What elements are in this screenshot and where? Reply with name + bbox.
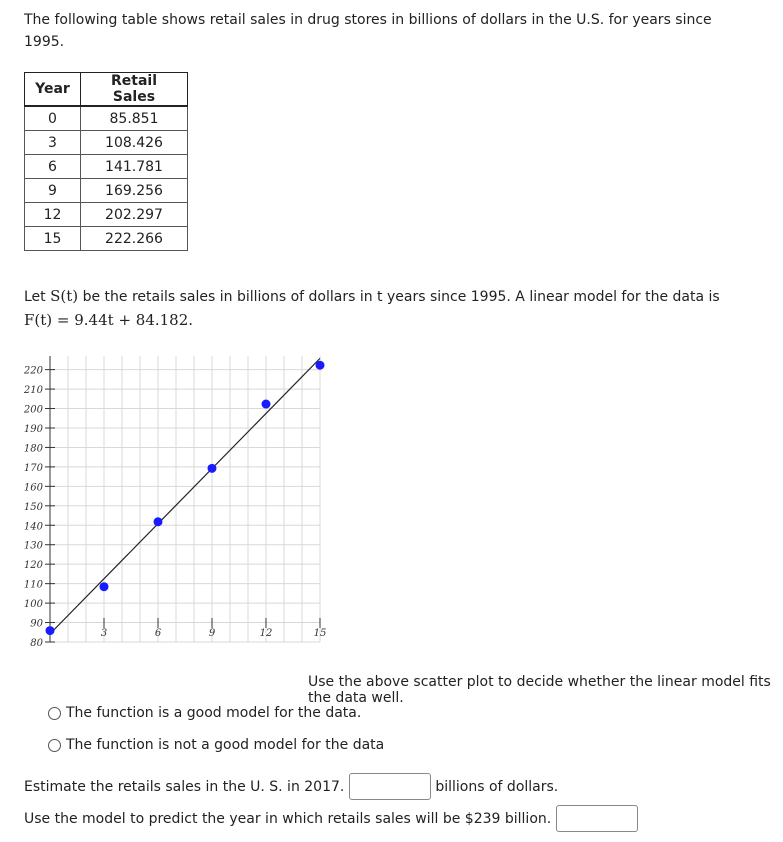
radio-good-model[interactable] <box>48 707 61 720</box>
cell-year: 0 <box>25 106 81 131</box>
x-tick-label: 12 <box>259 628 273 639</box>
cell-year: 9 <box>25 179 81 203</box>
table-row <box>25 131 188 155</box>
y-tick-label: 120 <box>23 560 43 572</box>
y-tick-label: 80 <box>30 638 43 649</box>
y-tick-label: 210 <box>23 385 43 397</box>
y-tick-label: 90 <box>30 618 43 630</box>
cell-sales: 169.256 <box>81 179 188 203</box>
table-row <box>25 155 188 179</box>
y-tick-label: 200 <box>23 404 43 416</box>
x-tick-label: 3 <box>100 628 108 639</box>
cell-sales: 222.266 <box>81 227 188 251</box>
table-header-row <box>25 73 188 107</box>
model-text-a: Let <box>24 289 51 305</box>
x-tick-label: 6 <box>154 628 162 639</box>
y-tick-label: 110 <box>23 579 43 591</box>
y-tick-label: 150 <box>23 501 43 513</box>
radio-not-good-model[interactable] <box>48 739 61 752</box>
y-tick-label: 180 <box>23 443 43 455</box>
data-point <box>316 361 325 370</box>
predict-label: Use the model to predict the year in which retails sales will be $239 billion. <box>24 810 552 827</box>
scatter-plot <box>18 348 338 658</box>
model-line <box>50 358 320 633</box>
cell-year: 15 <box>25 227 81 251</box>
option-good-model-label: The function is a good model for the data. <box>66 705 362 721</box>
data-point <box>46 626 55 635</box>
y-tick-label: 190 <box>23 423 43 435</box>
model-text-b: be the retails sales in billions of dollars in t years since 1995. A linear model for the data is <box>78 289 720 305</box>
option-not-good-model-label: The function is not a good model for the data <box>66 737 385 753</box>
cell-sales: 108.426 <box>81 131 188 155</box>
cell-year: 12 <box>25 203 81 227</box>
cell-sales: 85.851 <box>81 106 188 131</box>
y-tick-label: 140 <box>23 521 43 533</box>
model-statement <box>24 285 764 333</box>
model-equation: F(t) = 9.44t + 84.182. <box>24 311 194 329</box>
cell-sales: 202.297 <box>81 203 188 227</box>
predict-row <box>24 805 642 832</box>
option-not-good-model[interactable] <box>48 737 384 753</box>
header-retail-sales: Retail Sales <box>81 73 188 107</box>
table-row <box>25 203 188 227</box>
cell-year: 6 <box>25 155 81 179</box>
sales-table <box>24 72 188 251</box>
data-point <box>100 582 109 591</box>
y-tick-label: 130 <box>23 540 43 552</box>
estimate-row <box>24 773 558 800</box>
x-tick-label: 15 <box>313 628 327 639</box>
s-of-t-math: S(t) <box>50 287 79 305</box>
header-year: Year <box>25 73 81 107</box>
table-row <box>25 106 188 131</box>
x-tick-label: 9 <box>208 628 216 639</box>
y-tick-label: 100 <box>23 599 43 611</box>
y-tick-label: 160 <box>23 482 43 494</box>
table-row <box>25 227 188 251</box>
estimate-suffix: billions of dollars. <box>435 778 559 795</box>
option-good-model[interactable] <box>48 705 361 721</box>
intro-text: The following table shows retail sales in drug stores in billions of dollars in the U.S. for years since 1995. <box>24 12 712 50</box>
table-row <box>25 179 188 203</box>
question-text: Use the above scatter plot to decide whether the linear model fits the data well. <box>308 674 771 706</box>
cell-sales: 141.781 <box>81 155 188 179</box>
predict-input[interactable] <box>556 805 638 832</box>
y-tick-label: 170 <box>23 462 43 474</box>
cell-year: 3 <box>25 131 81 155</box>
estimate-label: Estimate the retails sales in the U. S. in 2017. <box>24 778 345 795</box>
data-point <box>154 517 163 526</box>
estimate-input[interactable] <box>349 773 431 800</box>
data-point <box>262 400 271 409</box>
data-point <box>208 464 217 473</box>
y-tick-label: 220 <box>23 365 43 377</box>
